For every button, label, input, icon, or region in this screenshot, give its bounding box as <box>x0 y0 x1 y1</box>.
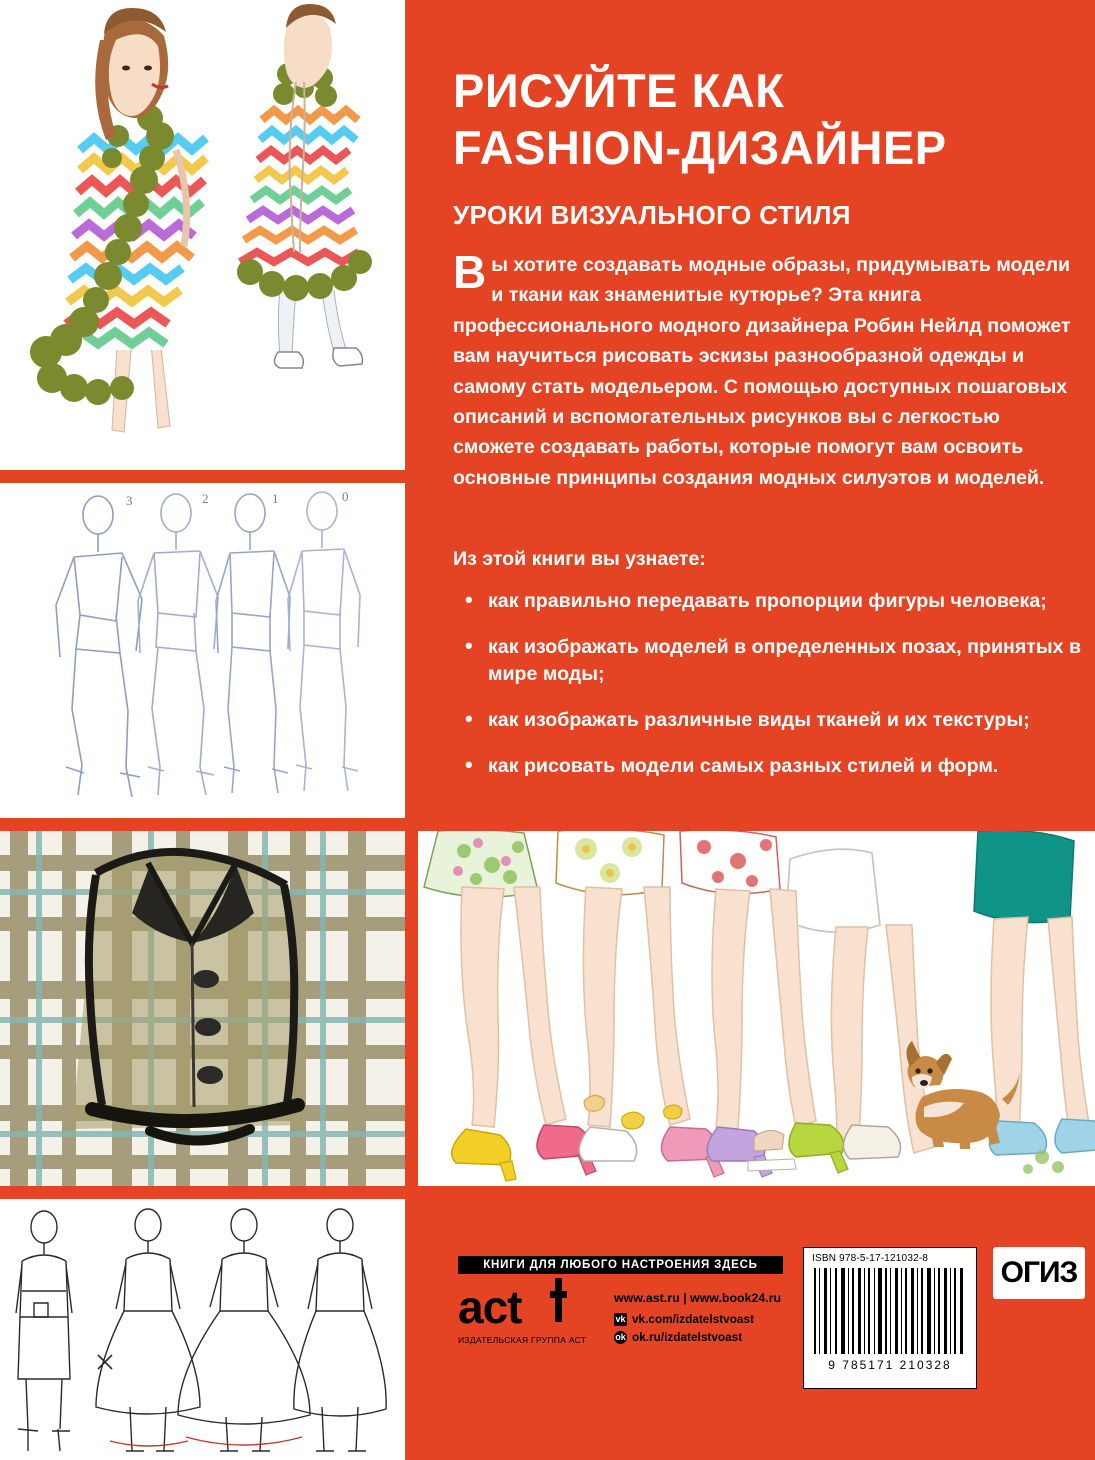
barcode-number: 9 785171 210328 <box>828 1358 952 1372</box>
svg-text:0: 0 <box>342 489 349 504</box>
page-subtitle: УРОКИ ВИЗУАЛЬНОГО СТИЛЯ <box>453 200 851 230</box>
svg-text:3: 3 <box>126 493 133 508</box>
vk-link[interactable] <box>614 1312 781 1326</box>
cover-text-column <box>418 0 1095 820</box>
isbn-text: ISBN 978-5-17-121032-8 <box>812 1253 929 1264</box>
ast-cross-icon <box>550 1278 565 1322</box>
publisher-name: ИЗДАТЕЛЬСКАЯ ГРУППА АСТ <box>458 1335 587 1345</box>
benefits-list <box>453 588 1093 799</box>
ok-link[interactable] <box>614 1330 781 1344</box>
svg-text:1: 1 <box>272 491 279 506</box>
ogiz-label: ОГИЗ <box>1000 1256 1078 1289</box>
ast-logo <box>458 1281 598 1333</box>
ok-link-label: ok.ru/izdatelstvoast <box>632 1330 743 1344</box>
publisher-links <box>614 1291 781 1348</box>
website-line[interactable]: www.ast.ru | www.book24.ru <box>614 1291 782 1305</box>
blurb-text: ы хотите создавать модные образы, придумывать модели и ткани как знаменитые кутюрье? Эта книга профессионального модного дизайнера Робин Нейлд поможет вам научиться рисовать эскизы разнообразной одежды и самому стать модельером. С помощью доступных пошаговых описаний и вспомогательных рисунков вы с легкостью сможете создавать работы, которые помогут вам освоить основные принципы создания модных силуэтов и моделей. <box>453 254 1071 489</box>
ast-logo-text: act <box>458 1281 522 1333</box>
footer-tagline: КНИГИ ДЛЯ ЛЮБОГО НАСТРОЕНИЯ ЗДЕСЬ <box>458 1256 783 1274</box>
blurb-paragraph <box>453 246 1073 493</box>
isbn-barcode-box <box>803 1247 977 1389</box>
illustration-croquis-figures <box>0 483 405 818</box>
ogiz-logo <box>993 1247 1085 1299</box>
illustration-plaid-coat <box>0 831 405 1186</box>
bullets-lead: Из этой книги вы узнаете: <box>453 548 706 570</box>
publisher-logo-block <box>458 1281 598 1345</box>
drop-cap: В <box>453 246 487 298</box>
list-item: • как изображать различные виды тканей и их текстуры; <box>453 707 1093 734</box>
illustration-fashion-models <box>0 0 405 470</box>
vk-link-label: vk.com/izdatelstvoast <box>632 1312 754 1326</box>
title-line-1: РИСУЙТЕ КАК <box>453 64 785 117</box>
svg-text:2: 2 <box>202 491 209 506</box>
vk-icon: vk <box>615 1313 626 1324</box>
list-item: • как правильно передавать пропорции фигуры человека; <box>453 588 1093 615</box>
illustration-legs-and-shoes <box>418 831 1095 1186</box>
title-line-2: FASHION-ДИЗАЙНЕР <box>453 121 947 174</box>
ok-icon: ok <box>615 1331 626 1342</box>
barcode <box>812 1268 968 1354</box>
illustration-dress-lineup <box>0 1199 405 1460</box>
cover-footer <box>418 1199 1095 1460</box>
page-title <box>453 62 1083 176</box>
list-item: • как рисовать модели самых разных стилей и форм. <box>453 753 1093 780</box>
list-item: • как изображать моделей в определенных позах, принятых в мире моды; <box>453 634 1093 688</box>
